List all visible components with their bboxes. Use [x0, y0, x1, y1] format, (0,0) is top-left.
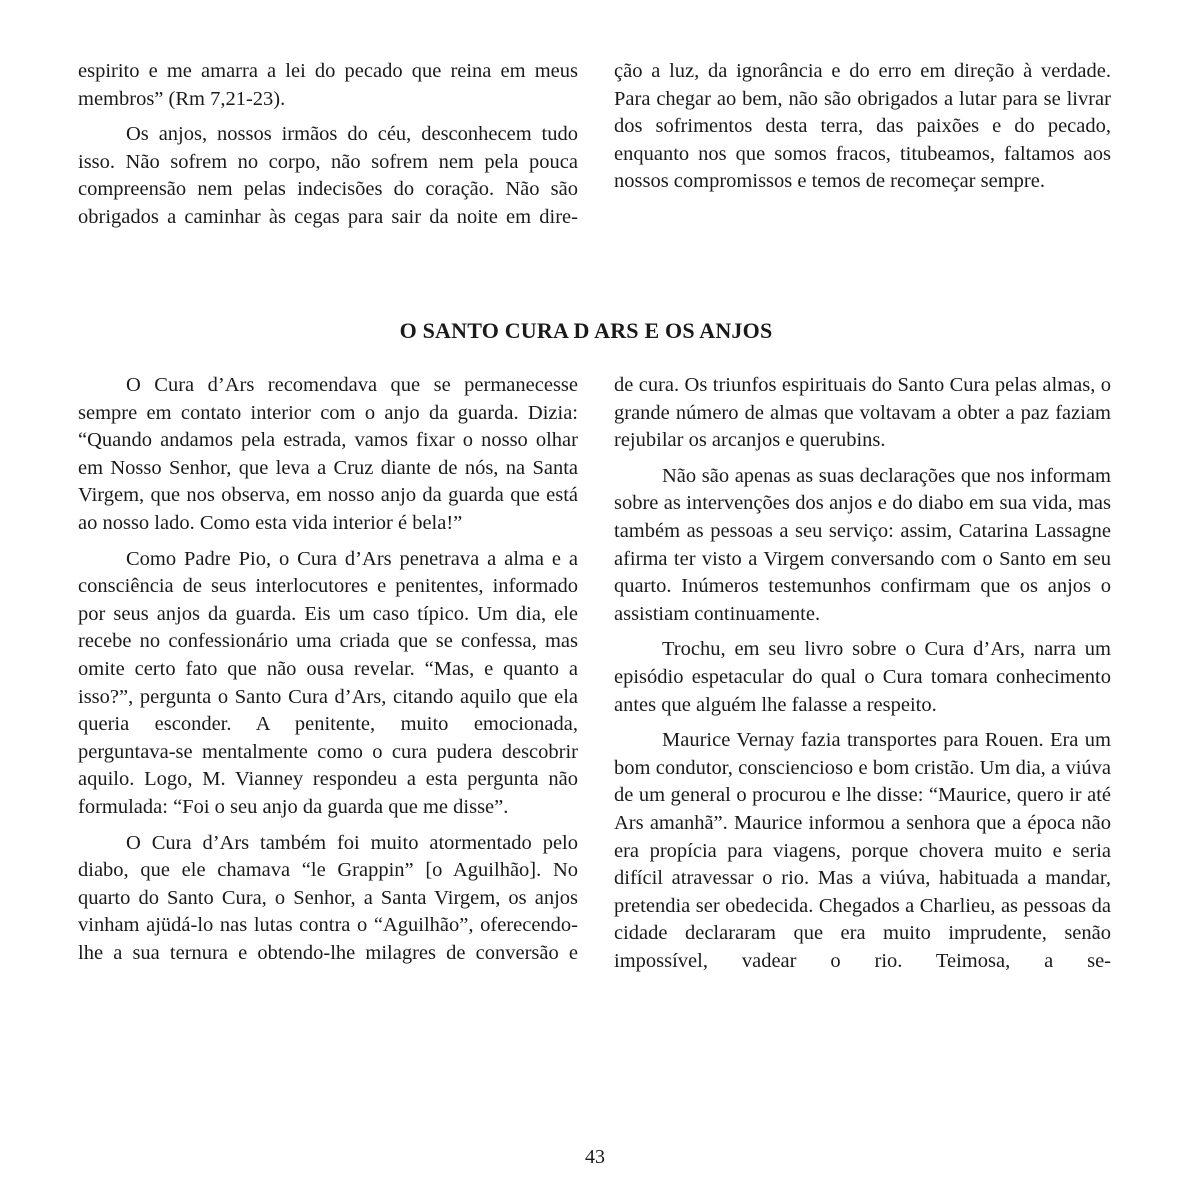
paragraph: Trochu, em seu livro sobre o Cura d’Ars, narra um episódio espetacular do qual o Cura tomara conhecimento antes que alguém lhe falasse a respeito. [614, 638, 1111, 716]
main-right-column [614, 372, 1111, 983]
page-number: 43 [585, 1146, 605, 1168]
paragraph: O Cura d’Ars recomendava que se permanecesse sempre em contato interior com o anjo da guarda. Dizia: “Quando andamos pela estrada, vamos fixar o nosso olhar em Nosso Senhor, que leva a Cruz diante de nós, na Santa Virgem, que nos observa, em nosso anjo da guarda que está ao nosso lado. Como esta vida interior é bela!” [78, 374, 578, 534]
paragraph: espirito e me amarra a lei do pecado que reina em meus membros” (Rm 7,21-23). [78, 60, 578, 110]
paragraph: de cura. Os triunfos espirituais do Santo Cura pelas almas, o grande número de almas que voltavam a obter a paz faziam rejubilar os arcanjos e querubins. [614, 374, 1111, 452]
top-right-column [614, 58, 1111, 204]
section-title: O SANTO CURA D ARS E OS ANJOS [399, 318, 773, 343]
paragraph: ção a luz, da ignorância e do erro em direção à verdade. Para chegar ao bem, não são obrigados a lutar para se livrar dos sofrimentos desta terra, das paixões e do pecado, enquanto nos que somos fracos, titubeamos, faltamos aos nossos compromissos e temos de recomeçar sempre. [614, 60, 1111, 193]
paragraph: Não são apenas as suas declarações que nos informam sobre as intervenções dos anjos e do diabo em sua vida, mas também as pessoas a seu serviço: assim, Catarina Lassagne afirma ter visto a Virgem conversando com o Santo em seu quarto. Inúmeros testemunhos confirmam que os anjos o assistiam continuamente. [614, 464, 1111, 625]
paragraph: O Cura d’Ars também foi muito atormentado pelo diabo, que ele chamava “le Grappin” [o Aguilhão]. No quarto do Santo Cura, o Senhor, a Santa Virgem, os anjos vinham ajüdá-lo nas lutas contra o “Aguilhão”, oferecendo-lhe a sua ternura e obtendo-lhe milagres de conversão e [78, 831, 578, 964]
main-left-column [78, 372, 578, 975]
paragraph: Os anjos, nossos irmãos do céu, desconhecem tudo isso. Não sofrem no corpo, não sofrem nem pela pouca compreensão nem pelas indecisões do coração. Não são obrigados a caminhar às cegas para sair da noite em dire- [78, 123, 578, 228]
paragraph: Maurice Vernay fazia transportes para Rouen. Era um bom condutor, consciencioso e bom cristão. Um dia, a viúva de um general o procurou e lhe disse: “Maurice, quero ir até Ars amanhã”. Maurice informou a senhora que a época não era propícia para viagens, porque chovera muito e seria difícil atravessar o rio. Mas a viúva, habituada a mandar, pretendia ser obedecida. Chegados a Charlieu, as pessoas da cidade declararam que era muito imprudente, senão impossível, vadear o rio. Teimosa, a se- [614, 729, 1111, 972]
top-left-column [78, 58, 578, 240]
paragraph: Como Padre Pio, o Cura d’Ars penetrava a alma e a consciência de seus interlocutores e penitentes, informado por seus anjos da guarda. Eis um caso típico. Um dia, ele recebe no confessionário uma criada que se confessa, mas omite certo fato que não ousa revelar. “Mas, e quanto a isso?”, pergunta o Santo Cura d’Ars, citando aquilo que ela queria esconder. A penitente, muito emocionada, perguntava-se mentalmente como o cura pudera descobrir aquilo. Logo, M. Vianney respondeu a esta pergunta não formulada: “Foi o seu anjo da guarda que me disse”. [78, 547, 578, 818]
